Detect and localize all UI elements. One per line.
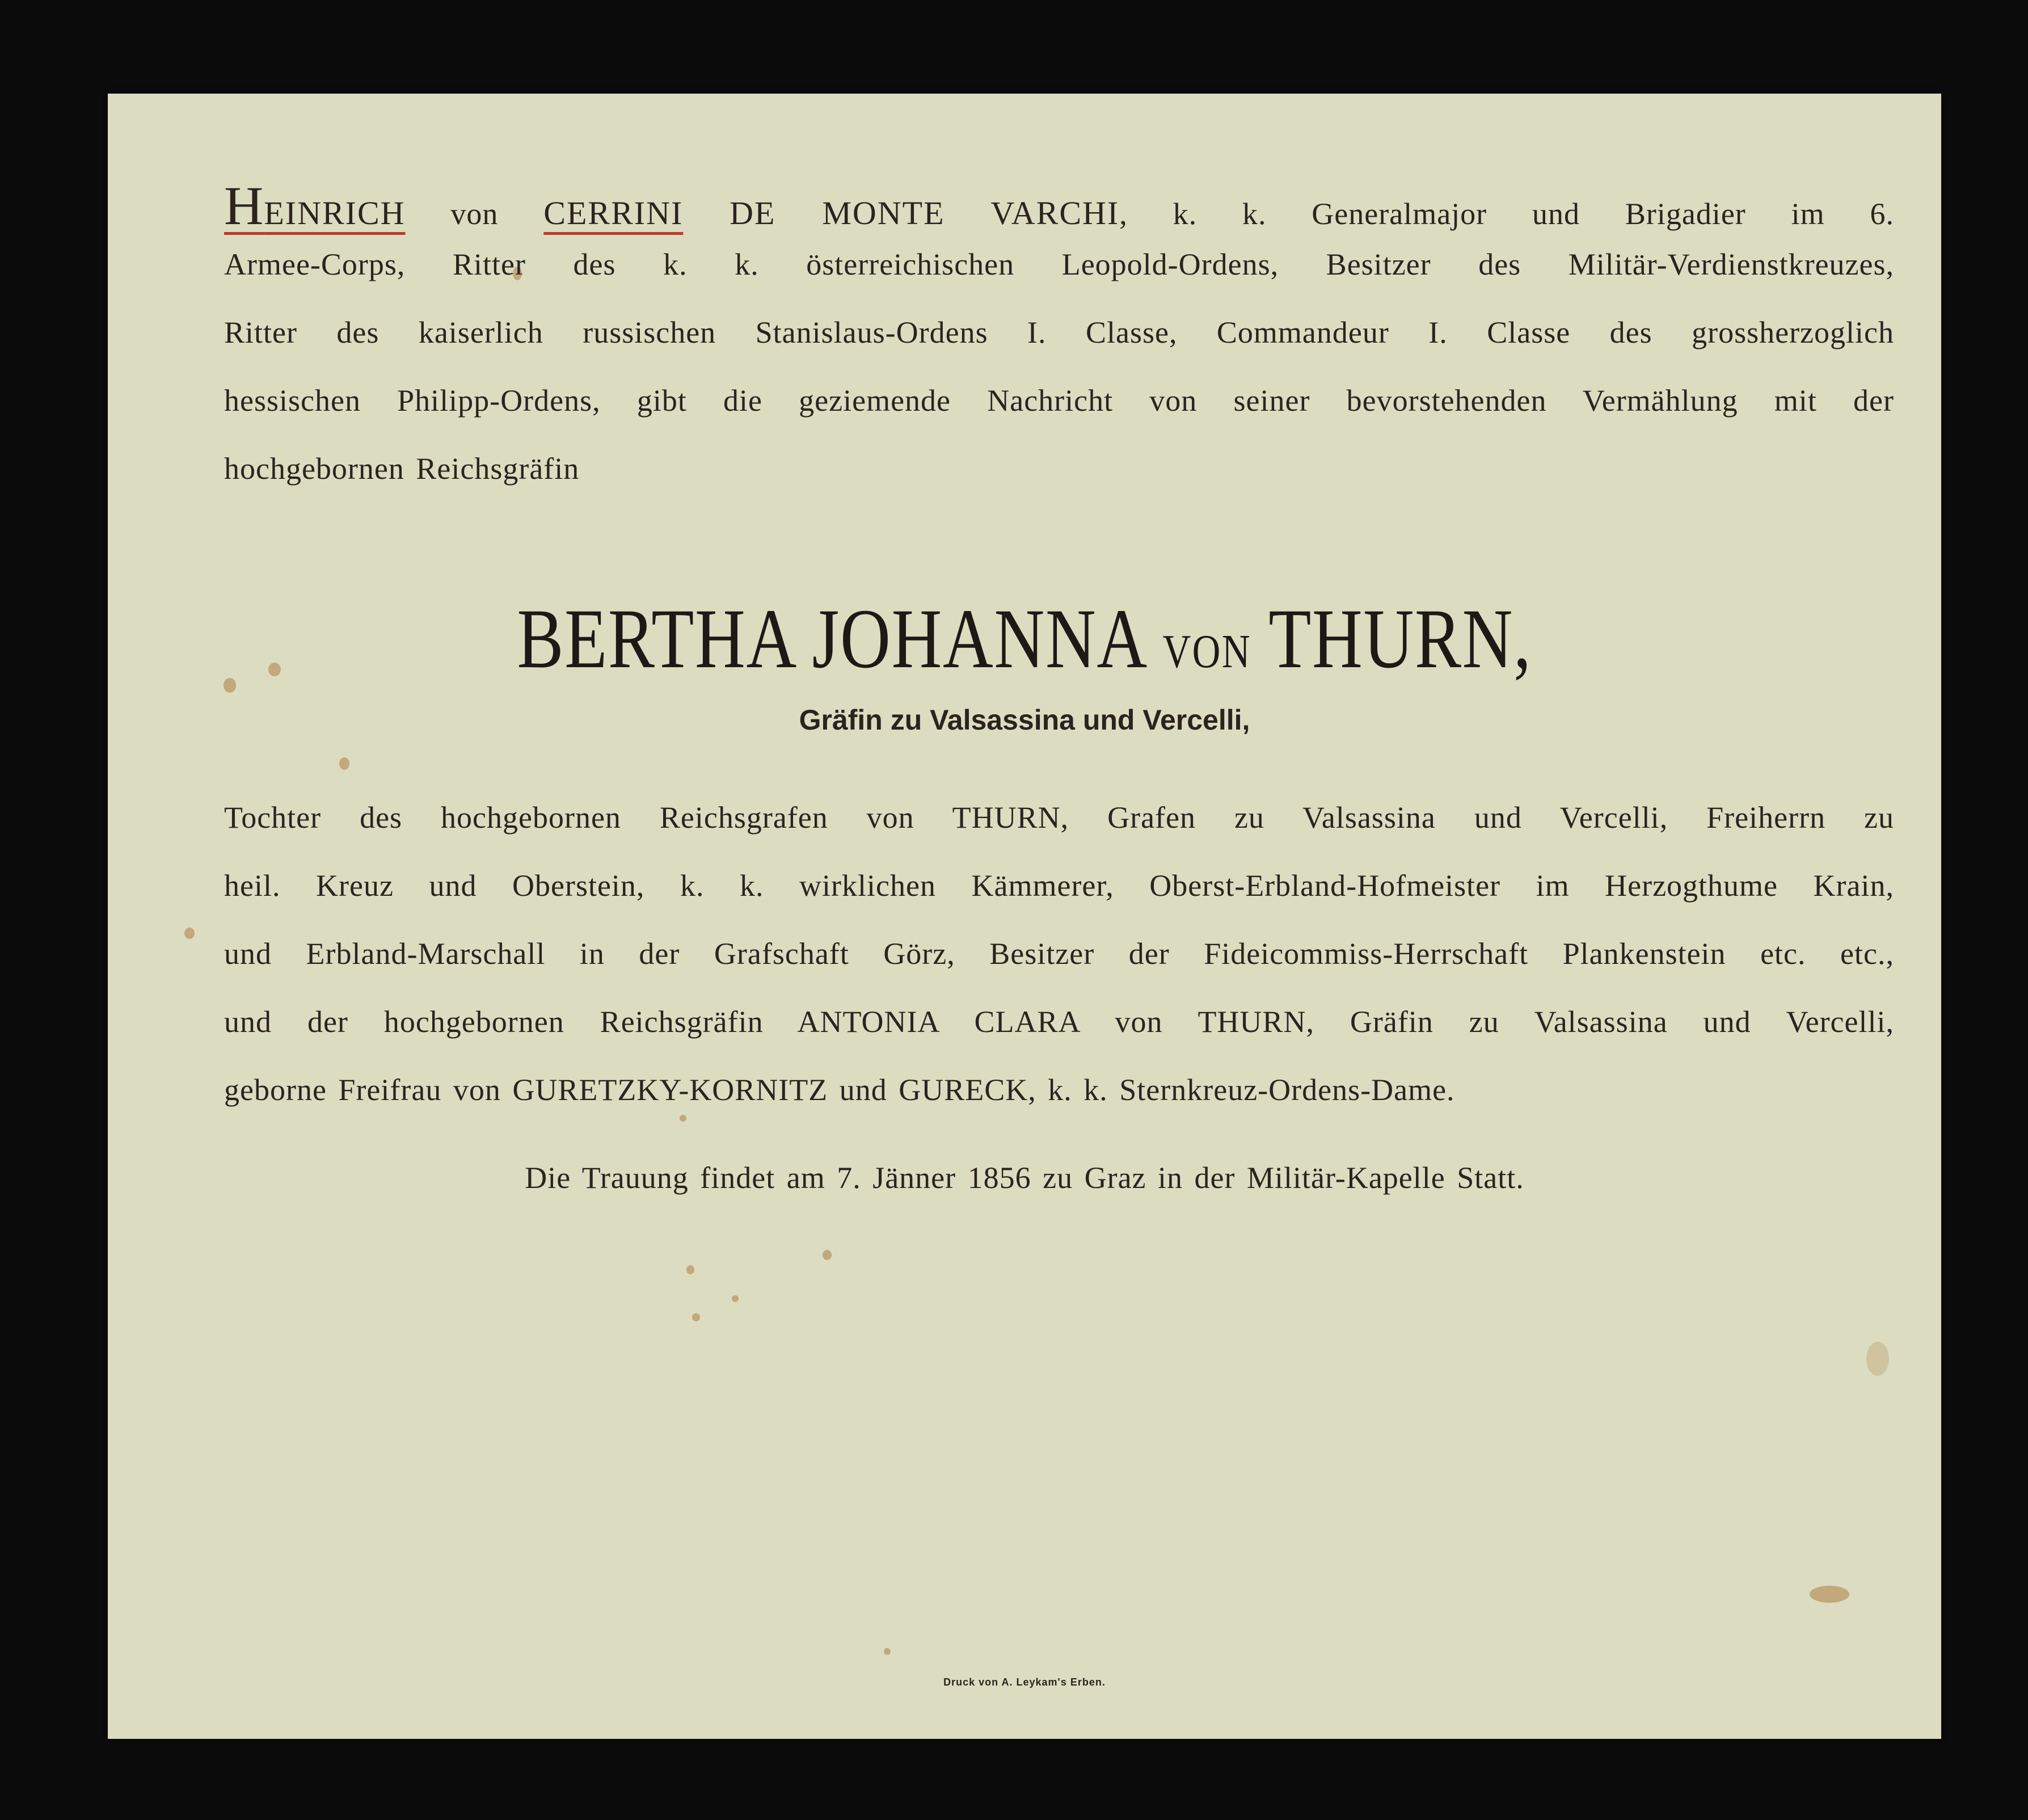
name-particle: von	[450, 197, 499, 231]
first-name: EINRICH	[264, 195, 406, 231]
bride-title: Gräfin zu Valsassina und Vercelli,	[799, 704, 1250, 736]
paragraph-line: geborne Freifrau von GURETZKY-KORNITZ und GURECK, k. k. Sternkreuz-Ordens-Dame.	[224, 1073, 1455, 1107]
header-rest: , k. k. Generalmajor und Brigadier im 6.	[1119, 197, 1895, 231]
paragraph-line: heil. Kreuz und Oberstein, k. k. wirklichen Kämmerer, Oberst-Erbland-Hofmeister im Herzogthume Krain,	[224, 869, 1894, 903]
surname: CERRINI	[543, 195, 684, 231]
surname-rest: DE MONTE VARCHI	[730, 195, 1120, 231]
paragraph-line: und der hochgebornen Reichsgräfin ANTONIA CLARA von THURN, Gräfin zu Valsassina und Vercelli,	[224, 1005, 1894, 1039]
paragraph-line: hochgebornen Reichsgräfin	[224, 452, 580, 486]
heading-initial-underlined	[224, 175, 406, 236]
bride-name	[273, 590, 1776, 688]
paragraph-line: Tochter des hochgebornen Reichsgrafen von THURN, Grafen zu Valsassina und Vercelli, Freiherrn zu	[224, 801, 1894, 835]
bride-given-names: BERTHA JOHANNA	[517, 592, 1145, 686]
heading-initial: H	[224, 175, 264, 236]
foxing-stain	[823, 1250, 832, 1260]
wedding-announcement: Die Trauung findet am 7. Jänner 1856 zu Graz in der Militär-Kapelle Statt.	[525, 1161, 1524, 1195]
paragraph-line: und Erbland-Marschall in der Grafschaft Görz, Besitzer der Fideicommiss-Herrschaft Plankenstein etc. etc.,	[224, 937, 1894, 971]
document-sheet	[108, 94, 1941, 1739]
foxing-stain	[732, 1295, 739, 1302]
foxing-stain	[1866, 1342, 1889, 1376]
header-line	[224, 175, 1895, 236]
bride-family-name: THURN,	[1268, 592, 1532, 686]
paragraph-line: Ritter des kaiserlich russischen Stanislaus-Ordens I. Classe, Commandeur I. Classe des grossherzoglich	[224, 315, 1894, 349]
foxing-stain	[680, 1115, 686, 1122]
printer-imprint: Druck von A. Leykam's Erben.	[943, 1676, 1106, 1688]
foxing-stain	[224, 678, 236, 693]
foxing-stain	[884, 1648, 891, 1655]
foxing-stain	[184, 928, 195, 939]
paragraph-line: Armee-Corps, Ritter des k. k. österreichischen Leopold-Ordens, Besitzer des Militär-Verdienstkreuzes,	[224, 247, 1894, 281]
bride-particle: VON	[1162, 625, 1252, 678]
foxing-stain	[1810, 1586, 1849, 1603]
foxing-stain	[692, 1313, 700, 1321]
paragraph-line: hessischen Philipp-Ordens, gibt die geziemende Nachricht von seiner bevorstehenden Vermählung mit der	[224, 384, 1894, 418]
foxing-stain	[686, 1265, 694, 1274]
foxing-stain	[339, 757, 349, 770]
